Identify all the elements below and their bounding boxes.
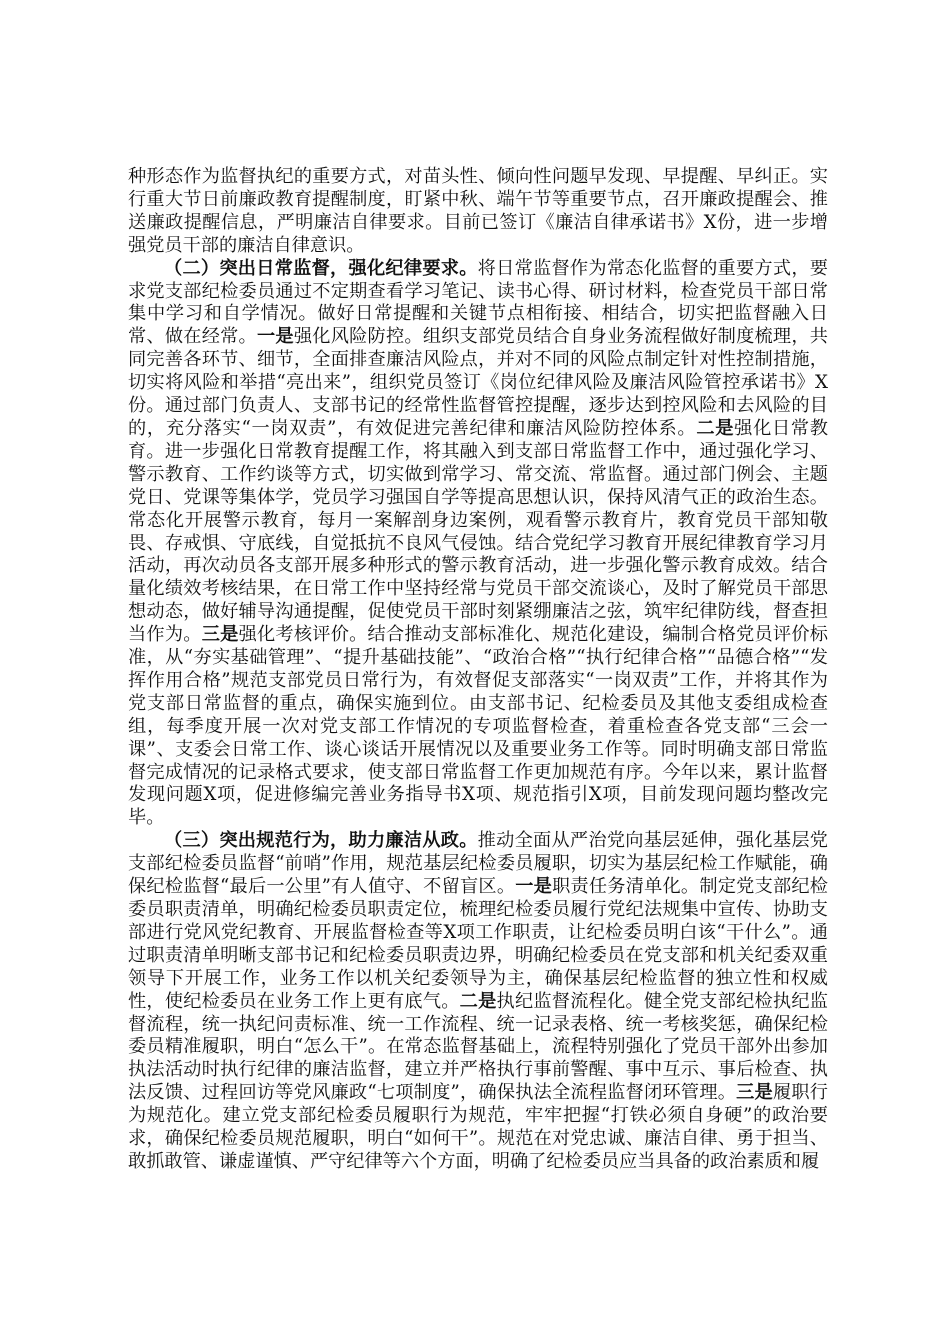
- paragraph-daily-supervision: [128, 258, 828, 831]
- bold-heading-text: 三是: [201, 624, 239, 646]
- body-text: 强化考核评价。结合推动支部标准化、规范化建设，编制合格党员评价标准，从“夯实基础管理”、“提升基础技能”、“政治合格”“执行纪律合格”“品德合格”“发挥作用合格”规范支部党员日常行为，有效督促支部落实“一岗双责”工作，并将其作为党支部日常监督的重点，确保实施到位。由支部书记、纪检委员及其他支委组成检查组，每季度开展一次对党支部工作情况的专项监督检查，着重检查各党支部“三会一课”、支委会日常工作、谈心谈话开展情况以及重要业务工作等。同时明确支部日常监督完成情况的记录格式要求，使支部日常监督工作更加规范有序。今年以来，累计监督发现问题X项，促进修编完善业务指导书X项、规范指引X项，目前发现问题均整改完毕。: [128, 624, 828, 829]
- bold-heading-text: 一是: [256, 326, 294, 348]
- body-text: 执纪监督流程化。健全党支部纪检执纪监督流程，统一执纪问责标准、统一工作流程、统一记录表格、统一考核奖惩，确保纪检委员精准履职，明白“怎么干”。在常态监督基础上，流程特别强化了党员干部外出参加执法活动时执行纪律的廉洁监督，建立并严格执行事前警醒、事中互示、事后检查、执法反馈、过程回访等党风廉政“七项制度”，确保执法全流程监督闭环管理。: [128, 990, 828, 1104]
- bold-heading-text: 一是: [515, 876, 553, 898]
- body-text: 履职行为规范化。建立党支部纪检委员履职行为规范，牢牢把握“打铁必须自身硬”的政治要求，确保纪检委员规范履职，明白“如何干”。规范在对党忠诚、廉洁自律、勇于担当、敢抓敢管、谦虚谨慎、严守纪律等六个方面，明确了纪检委员应当具备的政治素质和履: [128, 1082, 828, 1172]
- paragraph-standard-conduct: [128, 830, 828, 1174]
- body-text: 种形态作为监督执纪的重要方式，对苗头性、倾向性问题早发现、早提醒、早纠正。实行重大节日前廉政教育提醒制度，盯紧中秋、端午节等重要节点，召开廉政提醒会、推送廉政提醒信息，严明廉洁自律要求。目前已签订《廉洁自律承诺书》X份，进一步增强党员干部的廉洁自律意识。: [128, 166, 828, 256]
- body-text: 强化日常教育。进一步强化日常教育提醒工作，将其融入到支部日常监督工作中，通过强化学习、警示教育、工作约谈等方式，切实做到常学习、常交流、常监督。通过部门例会、主题党日、党课等集体学，党员学习强国自学等提高思想认识，保持风清气正的政治生态。常态化开展警示教育，每月一案解剖身边案例，观看警示教育片，教育党员干部知敬畏、存戒惧、守底线，自觉抵抗不良风气侵蚀。结合党纪学习教育开展纪律教育学习月活动，再次动员各支部开展多种形式的警示教育活动，进一步强化警示教育成效。结合量化绩效考核结果，在日常工作中坚持经常与党员干部交流谈心，及时了解党员干部思想动态，做好辅导沟通提醒，促使党员干部时刻紧绷廉洁之弦，筑牢纪律防线，督查担当作为。: [128, 417, 828, 646]
- body-text: 强化风险防控。组织支部党员结合自身业务流程做好制度梳理，共同完善各环节、细节，全面排查廉洁风险点，并对不同的风险点制定针对性控制措施，切实将风险和举措“亮出来”，组织党员签订《岗位纪律风险及廉洁风险管控承诺书》X份。通过部门负责人、支部书记的经常性监督管控提醒，逐步达到控风险和去风险的目的，充分落实“一岗双责”，有效促进完善纪律和廉洁风险防控体系。: [128, 326, 828, 439]
- bold-heading-text: 三是: [736, 1082, 773, 1104]
- body-text: 推动全面从严治党向基层延伸，强化基层党支部纪检委员监督“前哨”作用，规范基层纪检委员履职，切实为基层纪检工作赋能，确保纪检监督“最后一公里”有人值守、不留盲区。: [128, 830, 828, 898]
- bold-heading-text: 二是: [696, 417, 735, 439]
- bold-heading-text: （二）突出日常监督，强化纪律要求。: [164, 257, 478, 279]
- body-text: 职责任务清单化。制定党支部纪检委员职责清单，明确纪检委员职责定位，梳理纪检委员履行党纪法规集中宣传、协助支部进行党风党纪教育、开展监督检查等X项工作职责，让纪检委员明白该“干什么”。通过职责清单明晰支部书记和纪检委员职责边界，明确纪检委员在党支部和机关纪委双重领导下开展工作，业务工作以机关纪委领导为主，确保基层纪检监督的独立性和权威性，使纪检委员在业务工作上更有底气。: [128, 876, 828, 1012]
- paragraph-continuation: [128, 166, 828, 258]
- body-text: 将日常监督作为常态化监督的重要方式，要求党支部纪检委员通过不定期查看学习笔记、读书心得、研讨材料，检查党员干部日常集中学习和自学情况。做好日常提醒和关键节点相衔接、相结合，切实把监督融入日常、做在经常。: [128, 257, 828, 348]
- bold-heading-text: 二是: [459, 990, 497, 1012]
- document-page: [128, 166, 828, 1174]
- bold-heading-text: （三）突出规范行为，助力廉洁从政。: [164, 830, 478, 852]
